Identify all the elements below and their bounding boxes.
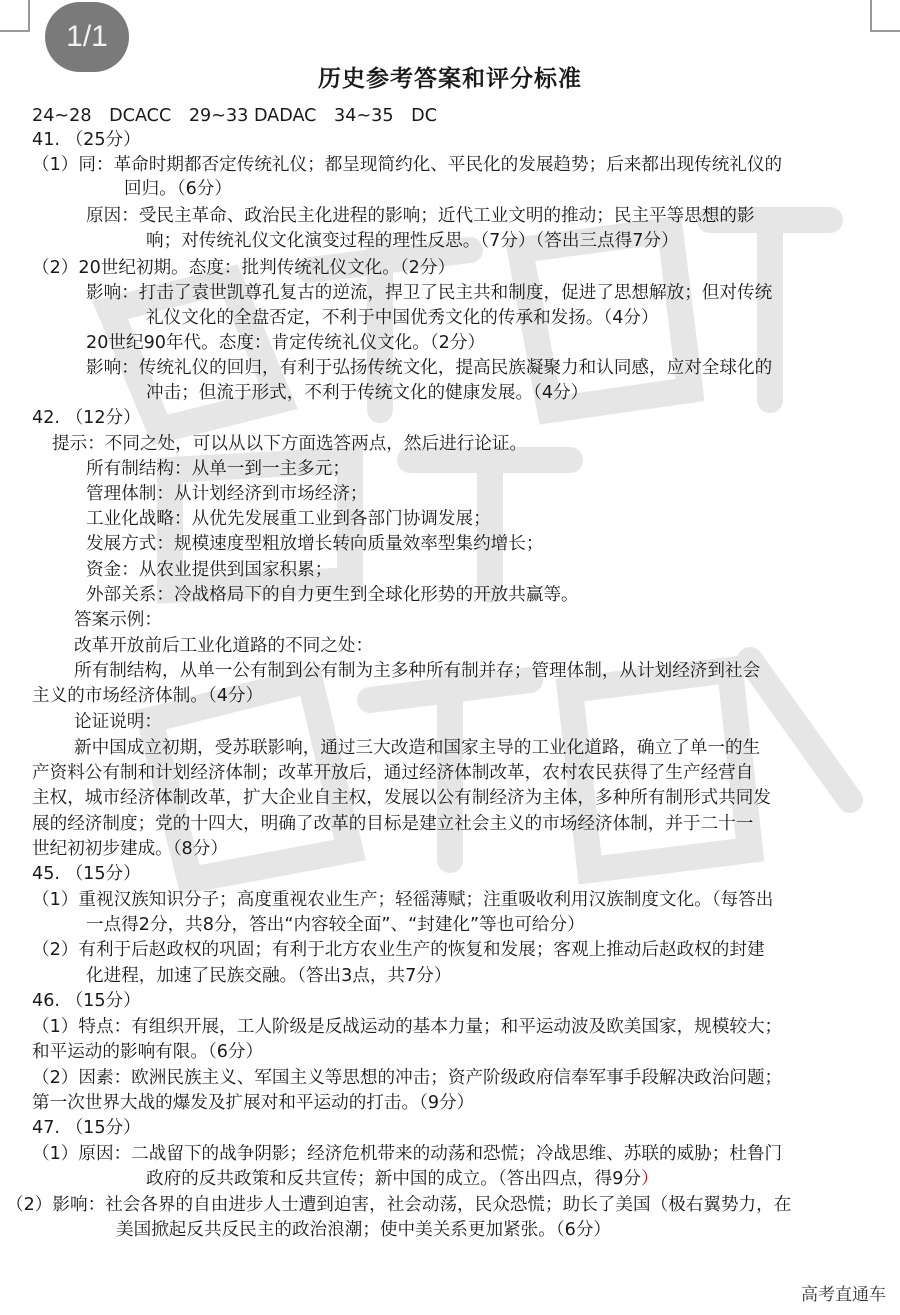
q42-argument-line4: 展的经济制度；党的十四大，明确了改革的目标是建立社会主义的市场经济体制，并于二十一: [32, 814, 754, 834]
q45-part2-line2: 化进程，加速了民族交融。（答出3点，共7分）: [86, 966, 452, 986]
page-corner-right: [870, 0, 900, 32]
choice-answers: 24~28 DCACC 29~33 DADAC 34~35 DC: [32, 106, 437, 126]
q47-part2-line2: 美国掀起反共反民主的政治浪潮；使中美关系更加紧张。（6分）: [116, 1220, 612, 1240]
q41-part2-line1: （2）20世纪初期。态度：批判传统礼仪文化。（2分）: [32, 258, 456, 278]
q41-90s-effect-line1: 影响：传统礼仪的回归，有利于弘扬传统文化，提高民族凝聚力和认同感，应对全球化的: [86, 358, 773, 378]
q42-argument-line5: 世纪初初步建成。（8分）: [32, 839, 228, 859]
q47-part2-line1: （2）影响：社会各界的自由进步人士遭到迫害，社会动荡，民众恐慌；助长了美国（极右翼势力，在: [6, 1195, 792, 1215]
q42-hint: 提示：不同之处，可以从以下方面选答两点，然后进行论证。: [52, 434, 528, 454]
q47-red-paren: ）: [641, 1169, 659, 1189]
q42-aspect-1: 所有制结构：从单一到一主多元；: [86, 459, 350, 479]
q41-part1-line1: （1）同：革命时期都否定传统礼仪；都呈现简约化、平民化的发展趋势；后来都出现传统礼仪的: [32, 155, 783, 175]
q46-part2-line2: 第一次世界大战的爆发及扩展对和平运动的打击。（9分）: [32, 1093, 475, 1113]
q42-argument-line1: 新中国成立初期，受苏联影响，通过三大改造和国家主导的工业化道路，确立了单一的生: [74, 738, 761, 758]
q42-diff-line2: 主义的市场经济体制。（4分）: [32, 686, 264, 706]
q42-diff-label: 改革开放前后工业化道路的不同之处：: [74, 636, 374, 656]
q42-aspect-6: 外部关系：冷战格局下的自力更生到全球化形势的开放共赢等。: [86, 585, 579, 605]
q41-90s-effect-line2: 冲击；但流于形式，不利于传统文化的健康发展。（4分）: [146, 383, 589, 403]
q45-heading: 45. （15分）: [32, 864, 141, 884]
q42-example-label: 答案示例：: [74, 610, 162, 630]
q42-heading: 42. （12分）: [32, 408, 141, 428]
q41-heading: 41. （25分）: [32, 130, 141, 150]
page-indicator-badge: 1/1: [45, 2, 129, 72]
q42-diff-line1: 所有制结构，从单一公有制到公有制为主多种所有制并存；管理体制，从计划经济到社会: [74, 661, 761, 681]
q41-effect-line2: 礼仪文化的全盘否定，不利于中国优秀文化的传承和发扬。（4分）: [146, 308, 659, 328]
q45-part1-line2: 一点得2分，共8分，答出“内容较全面”、“封建化”等也可给分）: [86, 915, 585, 935]
q46-part1-line2: 和平运动的影响有限。（6分）: [32, 1042, 264, 1062]
q47-part1-line2: [146, 1167, 659, 1191]
q47-part1-line1: （1）原因：二战留下的战争阴影；经济危机带来的动荡和恐慌；冷战思维、苏联的威胁；杜鲁门: [32, 1144, 783, 1164]
q42-aspect-3: 工业化战略：从优先发展重工业到各部门协调发展；: [86, 509, 491, 529]
q45-part1-line1: （1）重视汉族知识分子；高度重视农业生产；轻徭薄赋；注重吸收利用汉族制度文化。（每答出: [32, 890, 774, 910]
document-title: 历史参考答案和评分标准: [318, 66, 582, 92]
q47-part1-line2-text: 政府的反共政策和反共宣传；新中国的成立。（答出四点，得9分: [146, 1169, 642, 1189]
q47-heading: 47. （15分）: [32, 1118, 141, 1138]
q42-argument-label: 论证说明：: [74, 712, 162, 732]
q42-aspect-4: 发展方式：规模速度型粗放增长转向质量效率型集约增长；: [86, 534, 544, 554]
q42-aspect-2: 管理体制：从计划经济到市场经济；: [86, 484, 368, 504]
q41-reason-line1: 原因：受民主革命、政治民主化进程的影响；近代工业文明的推动；民主平等思想的影: [86, 206, 755, 226]
q46-heading: 46. （15分）: [32, 991, 141, 1011]
q42-argument-line2: 产资料公有制和计划经济体制；改革开放后，通过经济体制改革，农村农民获得了生产经营自: [32, 763, 754, 783]
q46-part2-line1: （2）因素：欧洲民族主义、军国主义等思想的冲击；资产阶级政府信奉军事手段解决政治问题；: [32, 1068, 783, 1088]
q41-effect-line1: 影响：打击了袁世凯尊孔复古的逆流，捍卫了民主共和制度，促进了思想解放；但对传统: [86, 283, 773, 303]
footer-brand: 高考直通车: [801, 1285, 886, 1305]
page-corner-left: [0, 0, 30, 32]
q45-part2-line1: （2）有利于后赵政权的巩固；有利于北方农业生产的恢复和发展；客观上推动后赵政权的封建: [32, 940, 765, 960]
q42-aspect-5: 资金：从农业提供到国家积累；: [86, 560, 333, 580]
q41-90s-line: 20世纪90年代。态度：肯定传统礼仪文化。（2分）: [86, 333, 486, 353]
q41-part1-line2: 回归。（6分）: [124, 179, 232, 199]
q41-reason-line2: 响；对传统礼仪文化演变过程的理性反思。（7分）（答出三点得7分）: [146, 231, 679, 251]
q42-argument-line3: 主权，城市经济体制改革，扩大企业自主权，发展以公有制经济为主体，多种所有制形式共同发: [32, 788, 771, 808]
q46-part1-line1: （1）特点：有组织开展，工人阶级是反战运动的基本力量；和平运动波及欧美国家，规模较大；: [32, 1017, 783, 1037]
